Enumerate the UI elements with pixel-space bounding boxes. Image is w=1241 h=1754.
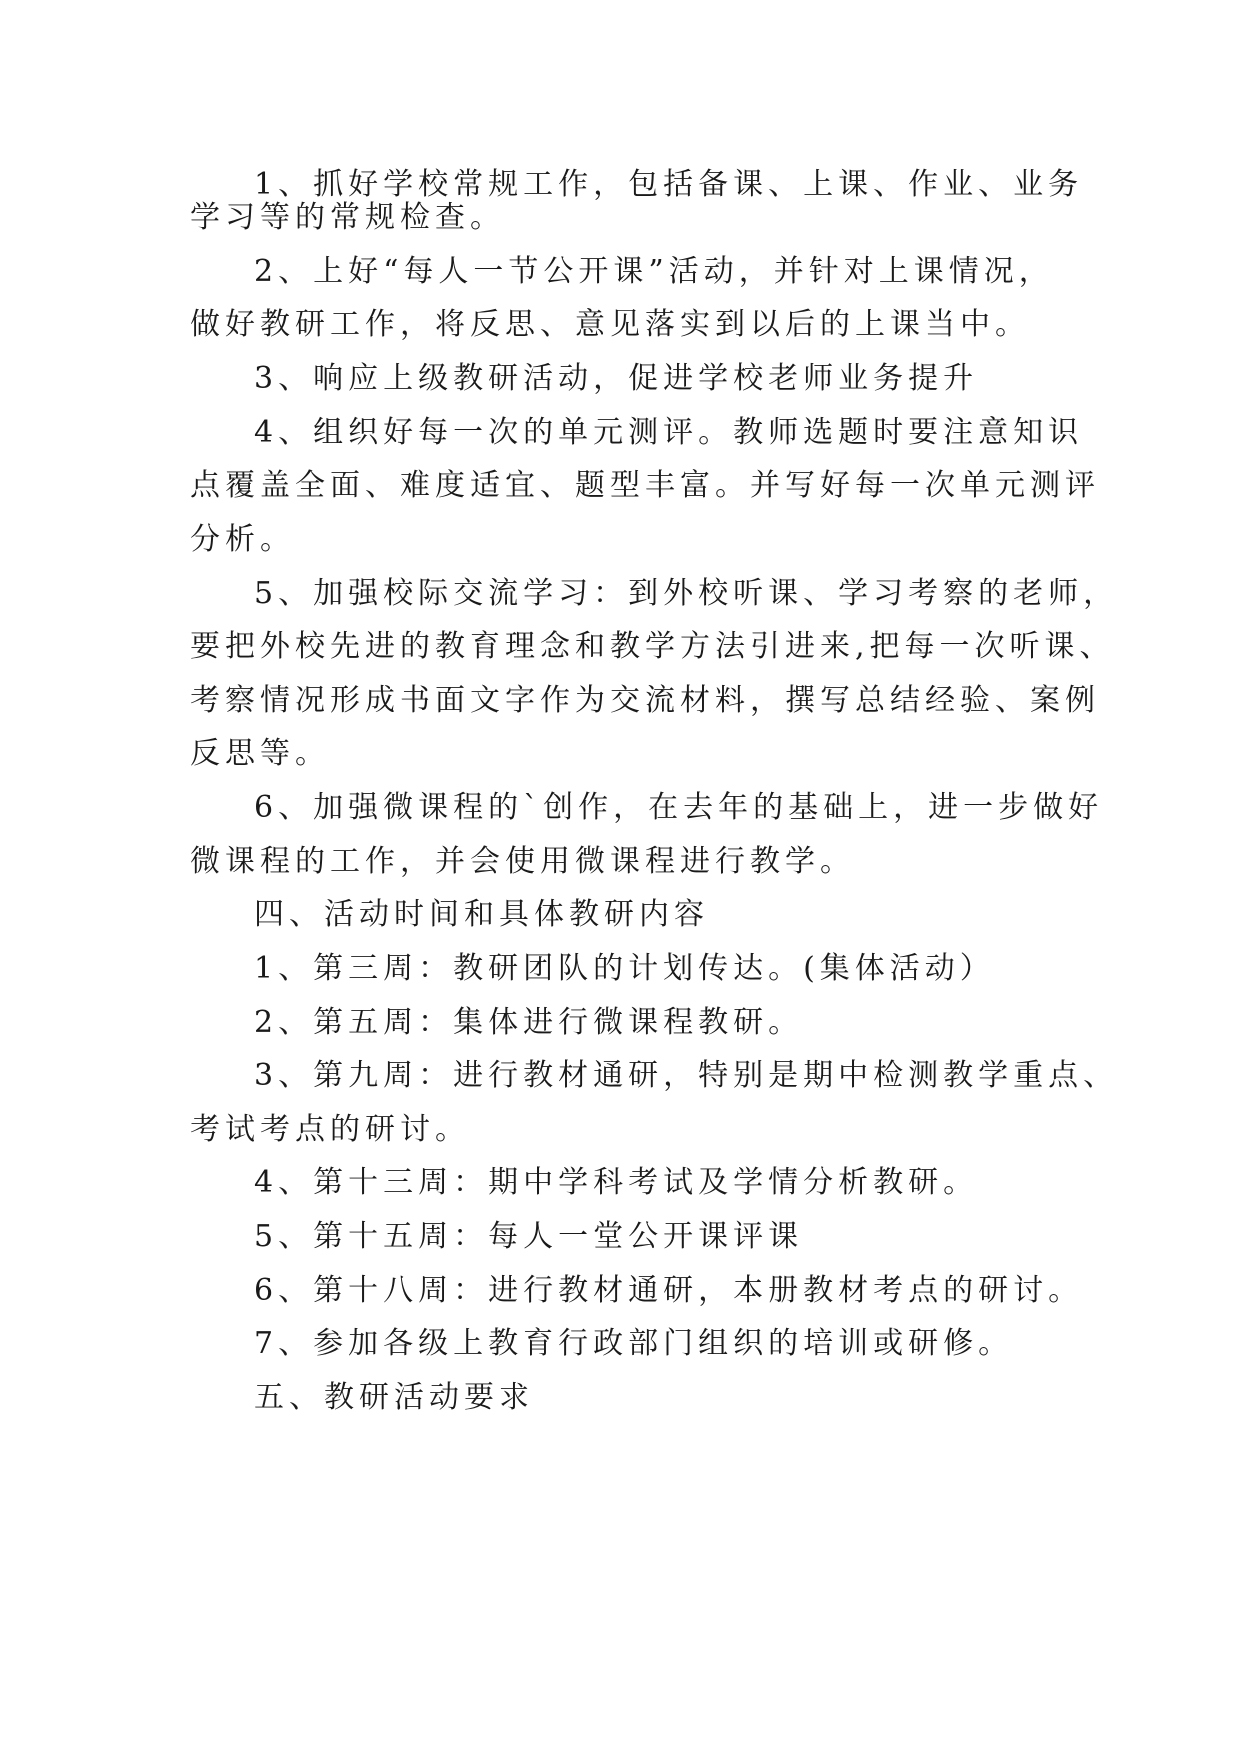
paragraph-2-line-1: 2、上好“每人一节公开课”活动，并针对上课情况， [254, 254, 1054, 289]
section-heading-5: 五、教研活动要求 [254, 1380, 534, 1415]
section-heading-4: 四、活动时间和具体教研内容 [254, 897, 709, 932]
paragraph-6-line-2: 微课程的工作，并会使用微课程进行教学。 [190, 844, 855, 879]
schedule-item-1: 1、第三周：教研团队的计划传达。(集体活动） [254, 951, 995, 986]
paragraph-4-line-1: 4、组织好每一次的单元测评。教师选题时要注意知识 [254, 415, 1084, 450]
paragraph-2-line-2: 做好教研工作，将反思、意见落实到以后的上课当中。 [190, 307, 1030, 342]
paragraph-1-line-2: 学习等的常规检查。 [190, 200, 505, 235]
schedule-item-3-line-1: 3、第九周：进行教材通研，特别是期中检测教学重点、 [254, 1058, 1119, 1093]
paragraph-4-line-2: 点覆盖全面、难度适宜、题型丰富。并写好每一次单元测评 [190, 468, 1100, 503]
schedule-item-7: 7、参加各级上教育行政部门组织的培训或研修。 [254, 1326, 1014, 1361]
schedule-item-6: 6、第十八周：进行教材通研，本册教材考点的研讨。 [254, 1273, 1084, 1308]
schedule-item-5: 5、第十五周：每人一堂公开课评课 [254, 1219, 804, 1254]
schedule-item-4: 4、第十三周：期中学科考试及学情分析教研。 [254, 1165, 979, 1200]
paragraph-3-line-1: 3、响应上级教研活动，促进学校老师业务提升 [254, 361, 979, 396]
paragraph-1-line-1: 1、抓好学校常规工作，包括备课、上课、作业、业务 [254, 167, 1084, 202]
paragraph-5-line-2: 要把外校先进的教育理念和教学方法引进来,把每一次听课、 [190, 629, 1115, 664]
paragraph-5-line-4: 反思等。 [190, 736, 330, 771]
schedule-item-2: 2、第五周：集体进行微课程教研。 [254, 1005, 804, 1040]
paragraph-5-line-3: 考察情况形成书面文字作为交流材料，撰写总结经验、案例 [190, 683, 1100, 718]
paragraph-6-line-1: 6、加强微课程的`创作，在去年的基础上，进一步做好 [254, 790, 1104, 825]
paragraph-4-line-3: 分析。 [190, 522, 295, 557]
schedule-item-3-line-2: 考试考点的研讨。 [190, 1112, 470, 1147]
paragraph-5-line-1: 5、加强校际交流学习：到外校听课、学习考察的老师， [254, 576, 1119, 611]
